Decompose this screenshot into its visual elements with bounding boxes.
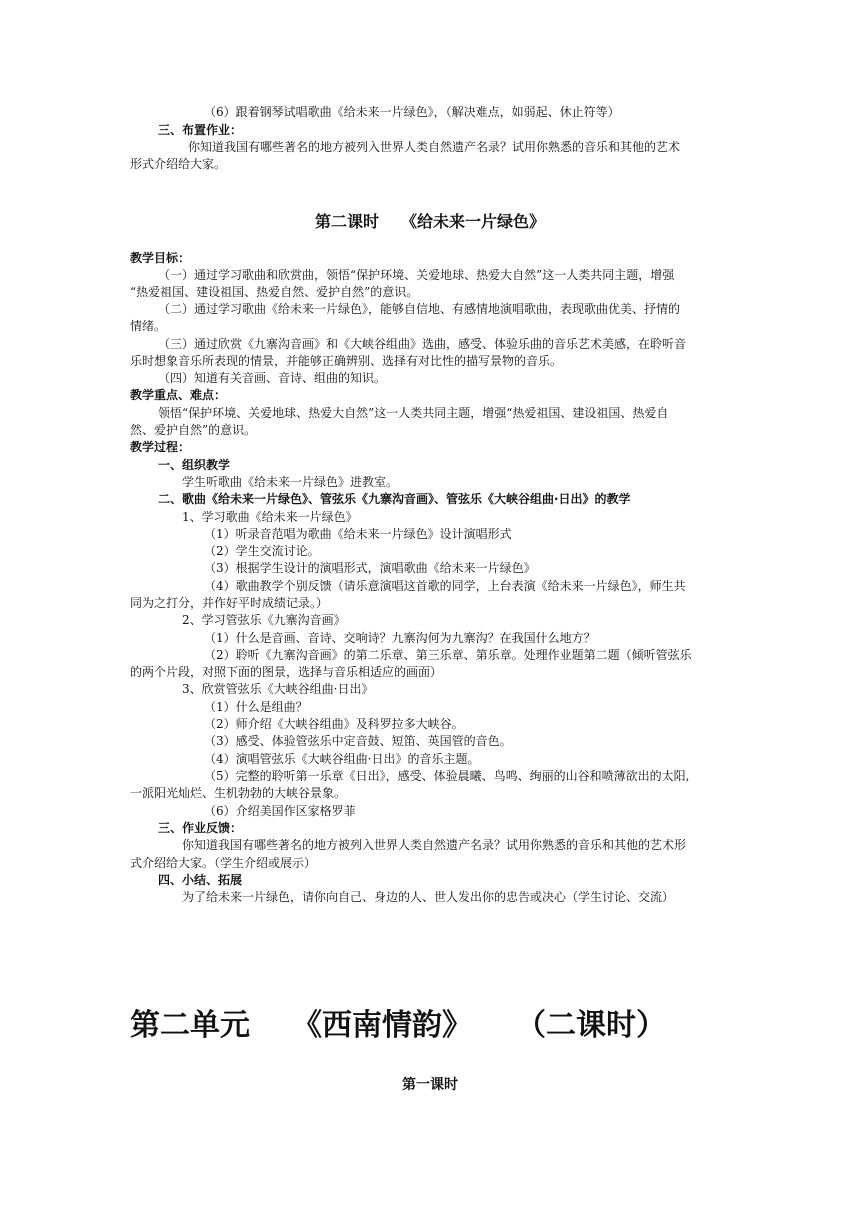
lesson-2-title [0,209,860,232]
section-1-heading: 一、组织教学 [158,458,231,472]
homework-text-line-1: 你知道我国有哪些著名的地方被列入世界人类自然遗产名录？试用你熟悉的音乐和其他的艺术 [188,140,681,154]
objective-1-line-2: “热爱祖国、建设祖国、热爱自然、爱护自然”的意识。 [130,285,419,299]
objective-4: （四）知道有关音画、音诗、组曲的知识。 [158,371,387,385]
section-2-2-heading: 2、学习管弦乐《九寨沟音画》 [182,613,346,627]
lesson-2-title-part-b: 《给未来一片绿色》 [401,212,546,231]
unit-2-title-part-b: 《西南情韵》 [292,1008,472,1043]
unit-2-title [130,1000,666,1044]
section-2-3-item-3: （3）感受、体验管弦乐中定音鼓、短笛、英国管的音色。 [204,734,512,748]
unit-2-title-part-a: 第二单元 [130,1008,250,1043]
section-2-3-item-2: （2）师介绍《大峡谷组曲》及科罗拉多大峡谷。 [204,717,464,731]
objectives-heading: 教学目标： [130,251,191,265]
keypoints-line-2: 然、爱护自然”的意识。 [130,423,257,437]
objective-2-line-2: 情绪。 [130,319,167,333]
section-2-2-item-2-line-2: 的两个片段，对照下面的图景，选择与音乐相适应的画面） [130,665,443,679]
unit-2-title-part-c: （二课时） [516,1008,666,1043]
process-heading: 教学过程： [130,440,191,454]
section-2-2-item-1: （1）什么是音画、音诗、交响诗？九寨沟何为九寨沟？在我国什么地方？ [204,631,596,645]
objective-3-line-2: 乐时想象音乐所表现的情景，并能够正确辨别、选择有对比性的描写景物的音乐。 [130,354,563,368]
homework-heading: 三、布置作业： [158,123,243,137]
section-2-3-item-5-line-2: 一派阳光灿烂、生机勃勃的大峡谷景象。 [130,786,347,800]
section-4-text: 为了给未来一片绿色，请你向自己、身边的人、世人发出你的忠告或决心（学生讨论、交流） [182,890,675,904]
section-4-heading: 四、小结、拓展 [158,873,243,887]
section-2-1-item-4-line-1: （4）歌曲教学个别反馈（请乐意演唱这首歌的同学，上台表演《给未来一片绿色》，师生共 [204,579,686,593]
section-2-1-item-3: （3）根据学生设计的演唱形式，演唱歌曲《给未来一片绿色》 [204,561,536,575]
section-3-line-2: 式介绍给大家。（学生介绍或展示） [130,856,317,870]
section-2-1-heading: 1、学习歌曲《给未来一片绿色》 [182,510,358,524]
section-2-3-item-5-line-1: （5）完整的聆听第一乐章《日出》，感受、体验晨曦、鸟鸣、绚丽的山谷和喷薄欲出的太阳, [204,769,690,783]
objective-2-line-1: （二）通过学习歌曲《给未来一片绿色》，能够自信地、有感情地演唱歌曲，表现歌曲优美、抒情的 [158,302,681,316]
lesson-2-title-part-a: 第二课时 [314,212,379,231]
section-2-3-heading: 3、欣赏管弦乐《大峡谷组曲·日出》 [182,682,374,696]
section-3-line-1: 你知道我国有哪些著名的地方被列入世界人类自然遗产名录？试用你熟悉的音乐和其他的艺术形 [182,838,687,852]
objective-3-line-1: （三）通过欣赏《九寨沟音画》和《大峡谷组曲》选曲，感受、体验乐曲的音乐艺术美感，在聆听音 [158,337,687,351]
keypoints-heading: 教学重点、难点： [130,388,227,402]
section-2-2-item-2-line-1: （2）聆听《九寨沟音画》的第二乐章、第三乐章、第乐章。处理作业题第二题（倾听管弦乐 [204,648,692,662]
section-3-heading: 三、作业反馈： [158,821,243,835]
section-2-1-item-1: （1）听录音范唱为歌曲《给未来一片绿色》设计演唱形式 [204,527,512,541]
section-2-3-item-4: （4）演唱管弦乐《大峡谷组曲·日出》的音乐主题。 [204,752,480,766]
section-2-1-item-2: （2）学生交流讨论。 [204,544,320,558]
section-2-heading: 二、歌曲《给未来一片绿色》、管弦乐《九寨沟音画》、管弦乐《大峡谷组曲·日出》的教学 [158,492,631,506]
step-6-text: （6）跟着钢琴试唱歌曲《给未来一片绿色》，（解决难点，如弱起、休止符等） [204,105,620,119]
section-2-1-item-4-line-2: 同为之打分，并作好平时成绩记录。） [130,596,329,610]
section-1-text: 学生听歌曲《给未来一片绿色》进教室。 [182,475,399,489]
keypoints-line-1: 领悟“保护环境、关爱地球、热爱大自然”这一人类共同主题，增强“热爱祖国、建设祖国、热爱自 [158,406,669,420]
homework-text-line-2: 形式介绍给大家。 [130,157,227,171]
objective-1-line-1: （一）通过学习歌曲和欣赏曲，领悟“保护环境、关爱地球、热爱大自然”这一人类共同主题，增强 [158,268,675,282]
section-2-3-item-6: （6）介绍美国作区家格罗菲 [204,804,356,818]
section-2-3-item-1: （1）什么是组曲？ [204,700,308,714]
unit-2-subtitle: 第一课时 [402,1077,458,1093]
